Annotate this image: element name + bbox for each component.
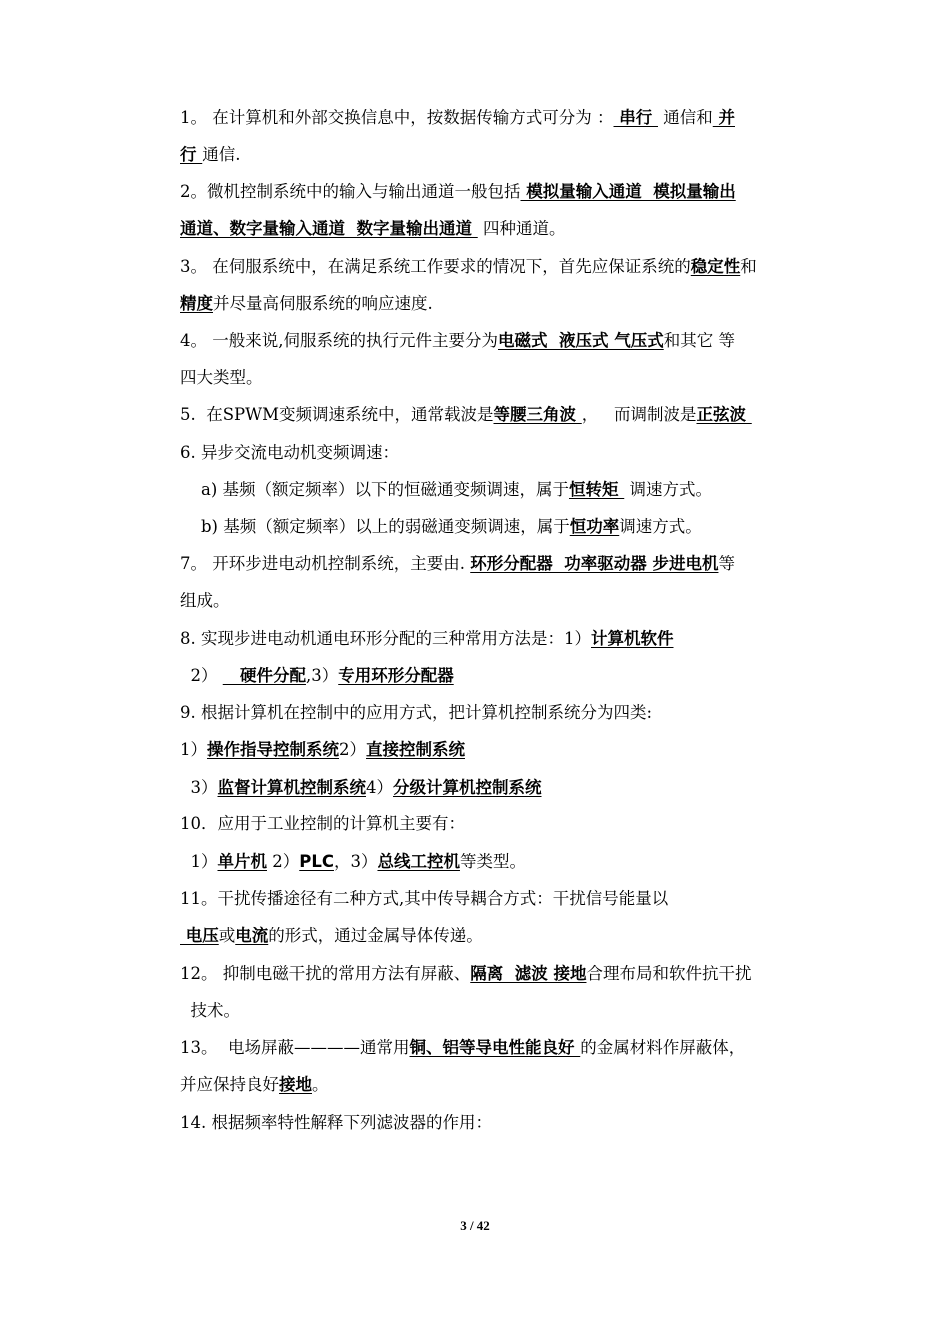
question-text: 等类型。: [459, 852, 526, 871]
text-line: [180, 255, 757, 279]
answer-blank: 操作指导控制系统: [207, 740, 339, 759]
answer-blank: 环形分配器 功率驱动器 步进电机: [470, 554, 719, 573]
question-text: 2）: [267, 852, 300, 871]
answer-blank: 分级计算机控制系统: [393, 778, 542, 797]
text-line: [180, 924, 483, 948]
question-text: 并尽量高伺服系统的响应速度.: [213, 294, 433, 313]
answer-blank: 铜、铝等导电性能良好: [409, 1038, 581, 1057]
question-text: 。: [312, 1075, 329, 1094]
question-text: 等: [718, 554, 735, 573]
question-text: 7。 开环步进电动机控制系统，主要由.: [180, 554, 471, 573]
question-text: 的形式，通过金属导体传递。: [268, 926, 483, 945]
question-text: 4。 一般来说,伺服系统的执行元件主要分为: [180, 331, 498, 350]
page-number: 3 / 42: [460, 1218, 490, 1233]
question-text: ， 而调制波是: [581, 405, 697, 424]
answer-blank: 专用环形分配器: [338, 666, 454, 685]
text-line: [180, 1036, 745, 1060]
question-text: 调速方式。: [619, 517, 702, 536]
text-line: [180, 589, 230, 613]
text-line: [180, 962, 751, 986]
answer-blank: 监督计算机控制系统: [217, 778, 366, 797]
text-line: [180, 776, 542, 800]
text-line: [180, 627, 674, 651]
question-text: ，3）: [333, 852, 378, 871]
text-line: [180, 850, 526, 874]
question-text: 调速方式。: [624, 480, 712, 499]
text-line: [180, 478, 712, 502]
text-line: [180, 887, 668, 911]
answer-blank: 总线工控机: [377, 852, 460, 871]
question-text: 并应保持良好: [180, 1075, 279, 1094]
answer-blank: 电压: [180, 926, 219, 945]
answer-blank: 硬件分配: [222, 666, 306, 685]
answer-blank: 并: [712, 108, 735, 127]
answer-blank: 正弦波: [696, 405, 752, 424]
question-text: 组成。: [180, 591, 230, 610]
answer-blank: 电流: [235, 926, 269, 945]
answer-blank: 等腰三角波: [493, 405, 582, 424]
question-text: 5. 在SPWM变频调速系统中，通常载波是: [180, 405, 494, 424]
question-text: 12。 抑制电磁干扰的常用方法有屏蔽、: [180, 964, 471, 983]
text-line: [180, 701, 652, 725]
question-text: 的金属材料作屏蔽体，: [580, 1038, 746, 1057]
question-text: ,3）: [305, 666, 339, 685]
question-text: 14. 根据频率特性解释下列滤波器的作用：: [180, 1113, 492, 1132]
question-text: 1）: [180, 852, 218, 871]
question-text: 四大类型。: [180, 368, 263, 387]
question-text: 4）: [366, 778, 393, 797]
question-text: 通信和: [658, 108, 713, 127]
text-line: [180, 180, 736, 204]
text-line: [180, 664, 454, 688]
text-line: [180, 217, 565, 241]
question-text: 和其它 等: [663, 331, 735, 350]
answer-blank: 串行: [613, 108, 658, 127]
question-text: 3）: [180, 778, 218, 797]
text-line: [180, 106, 735, 130]
text-line: [180, 812, 465, 836]
question-text: 1。 在计算机和外部交换信息中，按数据传输方式可分为 ：: [180, 108, 614, 127]
text-line: [180, 999, 240, 1023]
answer-blank: 稳定性: [690, 257, 741, 276]
question-text: a) 基频（额定频率）以下的恒磁通变频调速，属于: [180, 480, 569, 499]
answer-blank: 接地: [279, 1075, 312, 1094]
answer-blank: 隔离 滤波 接地: [470, 964, 587, 983]
text-line: [180, 292, 433, 316]
question-text: 2。微机控制系统中的输入与输出通道一般包括: [180, 182, 521, 201]
text-line: [180, 366, 263, 390]
answer-blank: PLC: [299, 852, 334, 871]
question-text: 和: [740, 257, 757, 276]
question-text: 通信.: [202, 145, 241, 164]
answer-blank: 单片机: [217, 852, 267, 871]
answer-blank: 恒功率: [569, 517, 620, 536]
text-line: [180, 441, 399, 465]
question-text: 3。 在伺服系统中，在满足系统工作要求的情况下，首先应保证系统的: [180, 257, 691, 276]
question-text: 合理布局和软件抗干扰: [586, 964, 752, 983]
text-line: [180, 515, 702, 539]
question-text: 技术。: [180, 1001, 240, 1020]
question-text: 13。 电场屏蔽————通常用: [180, 1038, 410, 1057]
text-line: [180, 329, 735, 353]
question-text: 6. 异步交流电动机变频调速：: [180, 443, 399, 462]
answer-blank: 通道、数字量输入通道 数字量输出通道: [180, 219, 478, 238]
text-line: [180, 1073, 329, 1097]
text-line: [180, 143, 241, 167]
question-text: 1）: [180, 740, 207, 759]
answer-blank: 电磁式 液压式 气压式: [498, 331, 664, 350]
question-text: 9. 根据计算机在控制中的应用方式，把计算机控制系统分为四类:: [180, 703, 653, 722]
answer-blank: 精度: [180, 294, 213, 313]
question-text: 11。干扰传播途径有二种方式,其中传导耦合方式：干扰信号能量以: [180, 889, 669, 908]
text-line: [180, 552, 735, 576]
question-text: 四种通道。: [477, 219, 566, 238]
answer-blank: 行: [180, 145, 203, 164]
text-line: [180, 738, 465, 762]
answer-blank: 模拟量输入通道 模拟量输出: [520, 182, 736, 201]
answer-blank: 恒转矩: [569, 480, 625, 499]
text-line: [180, 403, 752, 427]
text-line: [180, 1111, 492, 1135]
answer-blank: 计算机软件: [591, 629, 674, 648]
question-text: 2）: [339, 740, 366, 759]
question-text: b) 基频（额定频率）以上的弱磁通变频调速，属于: [180, 517, 570, 536]
question-text: 8. 实现步进电动机通电环形分配的三种常用方法是：1）: [180, 629, 591, 648]
question-text: 2）: [180, 666, 223, 685]
answer-blank: 直接控制系统: [366, 740, 465, 759]
question-text: 或: [218, 926, 236, 945]
question-text: 10．应用于工业控制的计算机主要有：: [180, 814, 465, 833]
